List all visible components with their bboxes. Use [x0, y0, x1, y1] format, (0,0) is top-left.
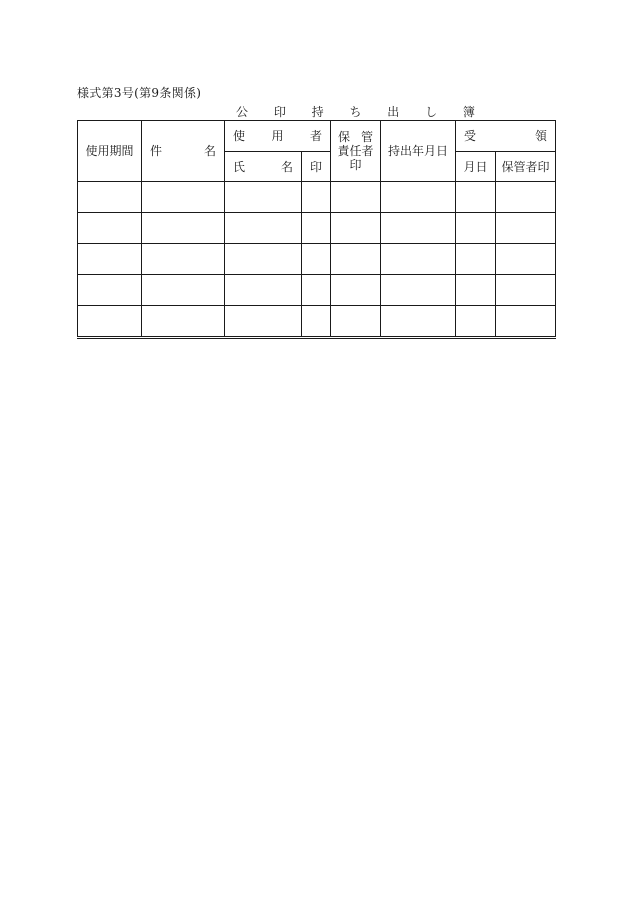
header-receipt	[456, 121, 556, 152]
cell-user-name[interactable]	[225, 275, 302, 306]
cell-custodian-seal[interactable]	[331, 275, 381, 306]
header-subject-char-2: 名	[203, 144, 216, 158]
cell-custodian-seal[interactable]	[331, 182, 381, 213]
cell-user-name[interactable]	[225, 244, 302, 275]
header-receipt-seal: 保管者印	[496, 152, 556, 182]
header-custodian-line-3: 印	[349, 158, 362, 172]
cell-user-seal[interactable]	[302, 306, 331, 338]
cell-subject[interactable]	[142, 182, 225, 213]
cell-custodian-seal[interactable]	[331, 306, 381, 338]
cell-checkout-date[interactable]	[381, 244, 456, 275]
cell-subject[interactable]	[142, 275, 225, 306]
cell-user-seal[interactable]	[302, 275, 331, 306]
header-user-char-3: 者	[310, 129, 323, 143]
cell-checkout-date[interactable]	[381, 275, 456, 306]
cell-receipt-seal[interactable]	[496, 213, 556, 244]
cell-user-name[interactable]	[225, 213, 302, 244]
cell-usage-period[interactable]	[78, 306, 142, 338]
table-row	[78, 244, 556, 275]
cell-receipt-seal[interactable]	[496, 275, 556, 306]
cell-custodian-seal[interactable]	[331, 244, 381, 275]
table-row	[78, 182, 556, 213]
header-usage-period: 使用期間	[78, 121, 142, 182]
cell-user-name[interactable]	[225, 306, 302, 338]
cell-receipt-date[interactable]	[456, 213, 496, 244]
cell-subject[interactable]	[142, 244, 225, 275]
cell-subject[interactable]	[142, 306, 225, 338]
header-user-char-1: 使	[233, 129, 246, 143]
cell-user-name[interactable]	[225, 182, 302, 213]
table-row	[78, 306, 556, 338]
header-receipt-char-1: 受	[464, 129, 477, 143]
cell-custodian-seal[interactable]	[331, 213, 381, 244]
header-checkout-date: 持出年月日	[381, 121, 456, 182]
cell-user-seal[interactable]	[302, 213, 331, 244]
cell-usage-period[interactable]	[78, 275, 142, 306]
table-row	[78, 275, 556, 306]
header-user	[225, 121, 331, 152]
header-receipt-char-2: 領	[535, 129, 548, 143]
cell-checkout-date[interactable]	[381, 182, 456, 213]
header-custodian	[331, 121, 381, 182]
header-subject	[142, 121, 225, 182]
cell-receipt-seal[interactable]	[496, 182, 556, 213]
table-row	[78, 213, 556, 244]
cell-receipt-date[interactable]	[456, 244, 496, 275]
cell-usage-period[interactable]	[78, 182, 142, 213]
header-user-name-char-2: 名	[280, 159, 293, 174]
cell-receipt-seal[interactable]	[496, 244, 556, 275]
header-subject-char-1: 件	[150, 144, 163, 158]
header-user-seal: 印	[302, 152, 331, 182]
seal-checkout-ledger-table	[77, 120, 556, 339]
header-receipt-date: 月日	[456, 152, 496, 182]
cell-receipt-date[interactable]	[456, 182, 496, 213]
form-reference: 様式第3号(第9条関係)	[77, 86, 202, 100]
document-title: 公 印 持 ち 出 し 簿	[236, 105, 486, 119]
cell-checkout-date[interactable]	[381, 306, 456, 338]
cell-usage-period[interactable]	[78, 244, 142, 275]
cell-receipt-seal[interactable]	[496, 306, 556, 338]
header-user-char-2: 用	[271, 129, 284, 143]
header-custodian-char-2: 管	[361, 130, 374, 144]
cell-receipt-date[interactable]	[456, 275, 496, 306]
cell-usage-period[interactable]	[78, 213, 142, 244]
cell-user-seal[interactable]	[302, 244, 331, 275]
cell-subject[interactable]	[142, 213, 225, 244]
header-custodian-char-1: 保	[338, 130, 351, 144]
header-user-name-char-1: 氏	[233, 159, 246, 174]
cell-receipt-date[interactable]	[456, 306, 496, 338]
cell-user-seal[interactable]	[302, 182, 331, 213]
header-custodian-line-2: 責任者	[337, 144, 374, 158]
cell-checkout-date[interactable]	[381, 213, 456, 244]
header-user-name	[225, 152, 302, 182]
header-row-1	[78, 121, 556, 152]
